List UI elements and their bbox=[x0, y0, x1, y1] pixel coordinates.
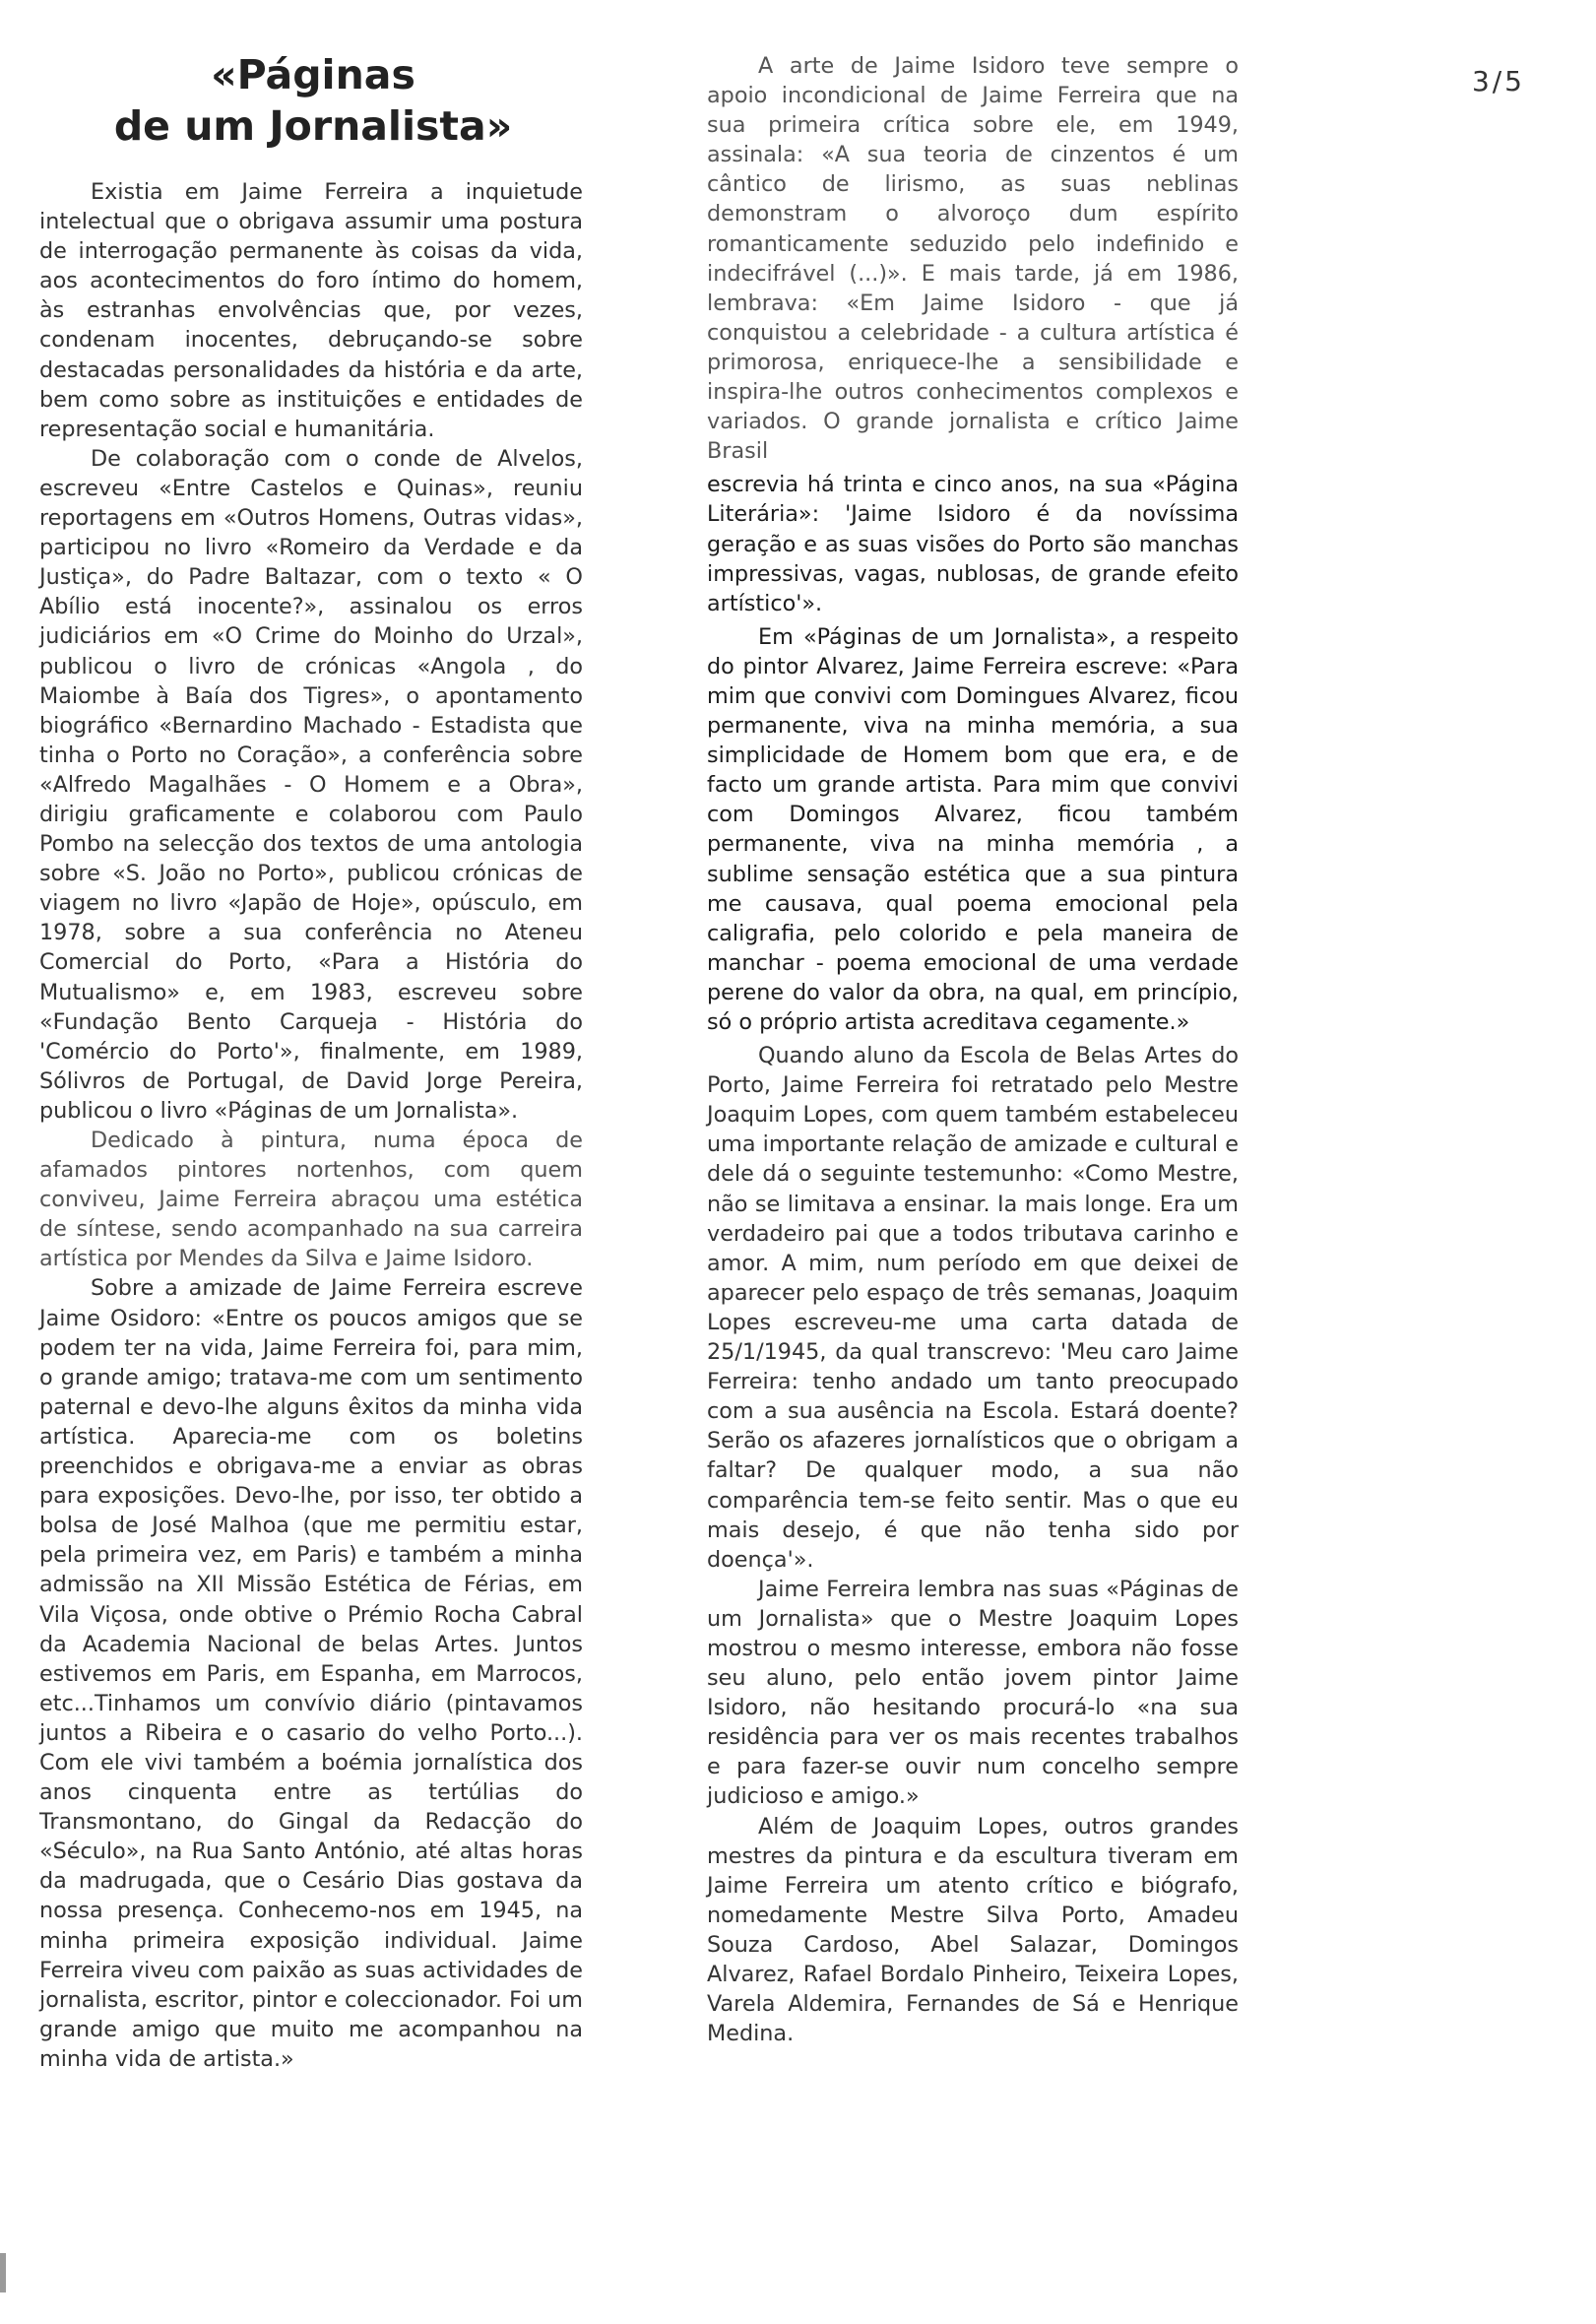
right-text-column bbox=[707, 51, 1239, 2048]
paragraph: Além de Joaquim Lopes, outros grandes mestres da pintura e da escultura tiveram em Jaime Ferreira um atento crítico e biógrafo, nomedamente Mestre Silva Porto, Amadeu Souza Cardoso, Abel Salazar, Domingos Alvarez, Rafael Bordalo Pinheiro, Teixeira Lopes, Varela Aldemira, Fernandes de Sá e Henrique Medina. bbox=[707, 1813, 1239, 2047]
left-text-column bbox=[39, 177, 583, 2074]
paragraph: A arte de Jaime Isidoro teve sempre o apoio incondicional de Jaime Ferreira que na sua primeira crítica sobre ele, em 1949, assinala: «A sua teoria de cinzentos é um cântico de lirismo, as suas neblinas demonstram o alvoroço dum espírito romanticamente seduzido pelo indefinido e indecifrável (...)». E mais tarde, já em 1986, lembrava: «Em Jaime Isidoro - que já conquistou a celebridade - a cultura artística é primorosa, enriquece-lhe a sensibilidade e inspira-lhe outros conhecimentos complexos e variados. O grande jornalista e crítico Jaime Brasil bbox=[707, 53, 1239, 465]
article-title bbox=[43, 49, 583, 152]
paragraph: Quando aluno da Escola de Belas Artes do Porto, Jaime Ferreira foi retratado pelo Mestre Joaquim Lopes, com quem também estabeleceu uma importante relação de amizade e cultural e dele dá o seguinte testemunho: «Como Mestre, não se limitava a ensinar. Ia mais longe. Era um verdadeiro pai que a todos tributava carinho e amor. A mim, num período em que deixei de aparecer pelo espaço de três semanas, Joaquim Lopes escreveu-me uma carta datada de 25/1/1945, da qual transcrevo: 'Meu caro Jaime Ferreira: tenho andado um tanto preocupado com a sua ausência na Escola. Estará doente? Serão os afazeres jornalísticos que o obrigam a faltar? De qualquer modo, a sua não comparência tem-se feito sentir. Mas o que eu mais desejo, é que não tenha sido por doença'». bbox=[707, 1043, 1239, 1573]
paragraph: escrevia há trinta e cinco anos, na sua «Página Literária»: 'Jaime Isidoro é da novíssima geração e as suas visões do Porto são manchas impressivas, vagas, nublosas, de grande efeito artístico'». bbox=[707, 472, 1239, 616]
paragraph: Jaime Ferreira lembra nas suas «Páginas de um Jornalista» que o Mestre Joaquim Lopes mostrou o mesmo interesse, embora não fosse seu aluno, pelo então jovem pintor Jaime Isidoro, não hesitando procurá-lo «na sua residência para ver os mais recentes trabalhos e para fazer-se ouvir num concelho sempre judicioso e amigo.» bbox=[707, 1576, 1239, 1810]
scan-edge-mark bbox=[0, 2253, 6, 2292]
paragraph: De colaboração com o conde de Alvelos, escreveu «Entre Castelos e Quinas», reuniu reportagens em «Outros Homens, Outras vidas», participou no livro «Romeiro da Verdade e da Justiça», do Padre Baltazar, com o texto « O Abílio está inocente?», assinalou os erros judiciários em «O Crime do Moinho do Urzal», publicou o livro de crónicas «Angola , do Maiombe à Baía dos Tigres», o apontamento biográfico «Bernardino Machado - Estadista que tinha o Porto no Coração», a conferência sobre «Alfredo Magalhães - O Homem e a Obra», dirigiu graficamente e colaborou com Paulo Pombo na selecção dos textos de uma antologia sobre «S. João no Porto», publicou crónicas de viagem no livro «Japão de Hoje», opúsculo, em 1978, sobre a sua conferência no Ateneu Comercial do Porto, «Para a História do Mutualismo» e, em 1983, escreveu sobre «Fundação Bento Carqueja - História do 'Comércio do Porto'», finalmente, em 1989, Sólivros de Portugal, de David Jorge Pereira, publicou o livro «Páginas de um Jornalista». bbox=[39, 445, 583, 1124]
paragraph: Dedicado à pintura, numa época de afamados pintores nortenhos, com quem conviveu, Jaime Ferreira abraçou uma estética de síntese, sendo acompanhado na sua carreira artística por Mendes da Silva e Jaime Isidoro. bbox=[39, 1128, 583, 1272]
paragraph: Em «Páginas de um Jornalista», a respeito do pintor Alvarez, Jaime Ferreira escreve: «Para mim que convivi com Domingues Alvarez, ficou permanente, viva na minha memória, a sua simplicidade de Homem bom que era, e de facto um grande artista. Para mim que convivi com Domingos Alvarez, ficou também permanente, viva na minha memória , a sublime sensação estética que a sua pintura me causava, qual poema emocional pela caligrafia, pelo colorido e pela maneira de manchar - poema emocional de uma verdade perene do valor da obra, na qual, em princípio, só o próprio artista acreditava cegamente.» bbox=[707, 623, 1239, 1035]
article-title-line-2: de um Jornalista» bbox=[113, 102, 513, 150]
page-number: 3/5 bbox=[1471, 65, 1525, 97]
paragraph: Sobre a amizade de Jaime Ferreira escreve Jaime Osidoro: «Entre os poucos amigos que se podem ter na vida, Jaime Ferreira foi, para mim, o grande amigo; tratava-me com um sentimento paternal e devo-lhe alguns êxitos da minha vida artística. Aparecia-me com os boletins preenchidos e obrigava-me a enviar as obras para exposições. Devo-lhe, por isso, ter obtido a bolsa de José Malhoa (que me permitiu estar, pela primeira vez, em Paris) e também a minha admissão na XII Missão Estética de Férias, em Vila Viçosa, onde obtive o Prémio Rocha Cabral da Academia Nacional de belas Artes. Juntos estivemos em Paris, em Espanha, em Marrocos, etc...Tinhamos um convívio diário (pintavamos juntos a Ribeira e o casario do velho Porto...). Com ele vivi também a boémia jornalística dos anos cinquenta entre as tertúlias do Transmontano, do Gingal da Redacção do «Século», na Rua Santo António, até altas horas da madrugada, que o Cesário Dias gostava da nossa presença. Conhecemo-nos em 1945, na minha primeira exposição individual. Jaime Ferreira viveu com paixão as suas actividades de jornalista, escritor, pintor e coleccionador. Foi um grande amigo que muito me acompanhou na minha vida de artista.» bbox=[39, 1275, 583, 2072]
article-title-line-1: «Páginas bbox=[211, 51, 415, 98]
paragraph: Existia em Jaime Ferreira a inquietude intelectual que o obrigava assumir uma postura de interrogação permanente às coisas da vida, aos acontecimentos do foro íntimo do homem, às estranhas envolvências que, por vezes, condenam inocentes, debruçando-se sobre destacadas personalidades da história e da arte, bem como sobre as instituições e entidades de representação social e humanitária. bbox=[39, 179, 583, 442]
